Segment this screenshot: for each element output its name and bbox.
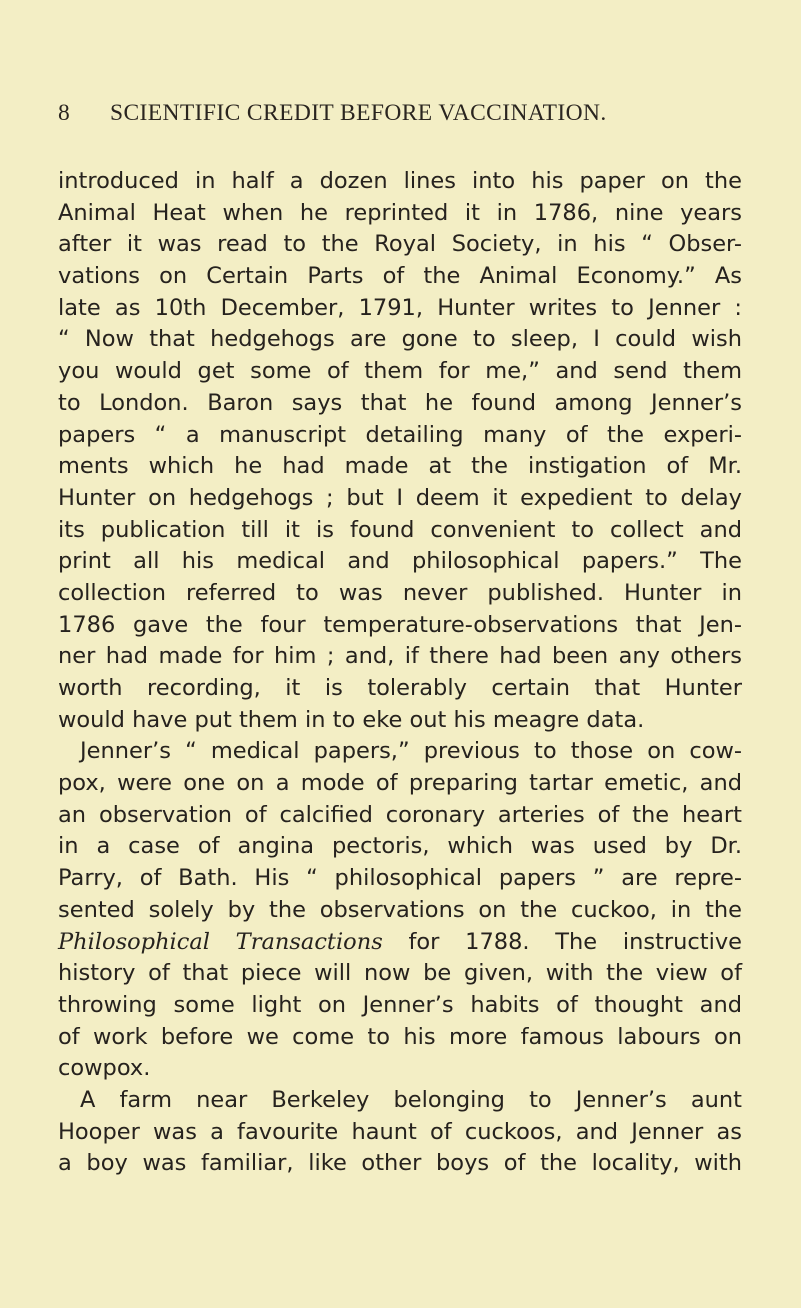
text-line: worth recording, it is tolerably certain that Hunter — [58, 675, 742, 701]
page-number: 8 — [58, 100, 70, 126]
text-line: you would get some of them for me,” and send them — [58, 358, 742, 385]
text-line: throwing some light on Jenner’s habits of thought and — [58, 991, 742, 1018]
text-line: “ Now that hedgehogs are gone to sleep, I could wish — [58, 326, 742, 353]
text-line: print all his medical and philosophical papers.” The — [58, 548, 742, 575]
running-title: SCIENTIFIC CREDIT BEFORE VACCINATION. — [110, 100, 607, 126]
text-line-with-italic — [58, 927, 742, 959]
text-line: ments which he had made at the instigation of Mr. — [58, 453, 742, 480]
text-line: 1786 gave the four temperature-observations that Jen- — [58, 611, 742, 638]
text-line-rest: for 1788. The instructive — [382, 928, 742, 955]
text-line: papers “ a manuscript detailing many of the experi- — [58, 421, 742, 448]
text-line: in a case of angina pectoris, which was used by Dr. — [58, 833, 742, 860]
text-line: after it was read to the Royal Society, in his “ Obser- — [58, 231, 742, 258]
text-line: A farm near Berkeley belonging to Jenner’s aunt — [80, 1086, 742, 1113]
journal-title-italic: Philosophical Transactions — [58, 928, 383, 955]
text-line: introduced in half a dozen lines into his paper on the — [58, 168, 742, 194]
text-line: to London. Baron says that he found among Jenner’s — [58, 389, 742, 416]
text-line: cowpox. — [58, 1055, 151, 1082]
text-line: pox, were one on a mode of preparing tartar emetic, and — [58, 770, 742, 797]
text-line: would have put them in to eke out his meagre data. — [58, 706, 645, 733]
text-line: ner had made for him ; and, if there had been any others — [58, 643, 742, 670]
text-line: of work before we come to his more famous labours on — [58, 1023, 742, 1050]
text-line: late as 10th December, 1791, Hunter writes to Jenner : — [58, 294, 742, 321]
text-line: a boy was familiar, like other boys of the locality, with — [58, 1150, 742, 1177]
text-line: an observation of calcified coronary arteries of the heart — [58, 801, 742, 828]
text-line: vations on Certain Parts of the Animal Economy.” As — [58, 263, 742, 290]
text-line: Animal Heat when he reprinted it in 1786, nine years — [58, 199, 742, 226]
running-head — [58, 100, 748, 134]
body-text — [58, 166, 742, 1180]
text-line: Parry, of Bath. His “ philosophical papers ” are repre- — [58, 865, 742, 892]
text-line: Hooper was a favourite haunt of cuckoos, and Jenner as — [58, 1118, 742, 1145]
text-line: collection referred to was never published. Hunter in — [58, 579, 742, 606]
text-line: sented solely by the observations on the cuckoo, in the — [58, 896, 742, 923]
text-line: Jenner’s “ medical papers,” previous to those on cow- — [80, 738, 742, 765]
text-line: its publication till it is found convenient to collect and — [58, 516, 742, 543]
text-line: Hunter on hedgehogs ; but I deem it expedient to delay — [58, 484, 742, 511]
text-line: history of that piece will now be given, with the view of — [58, 960, 742, 987]
